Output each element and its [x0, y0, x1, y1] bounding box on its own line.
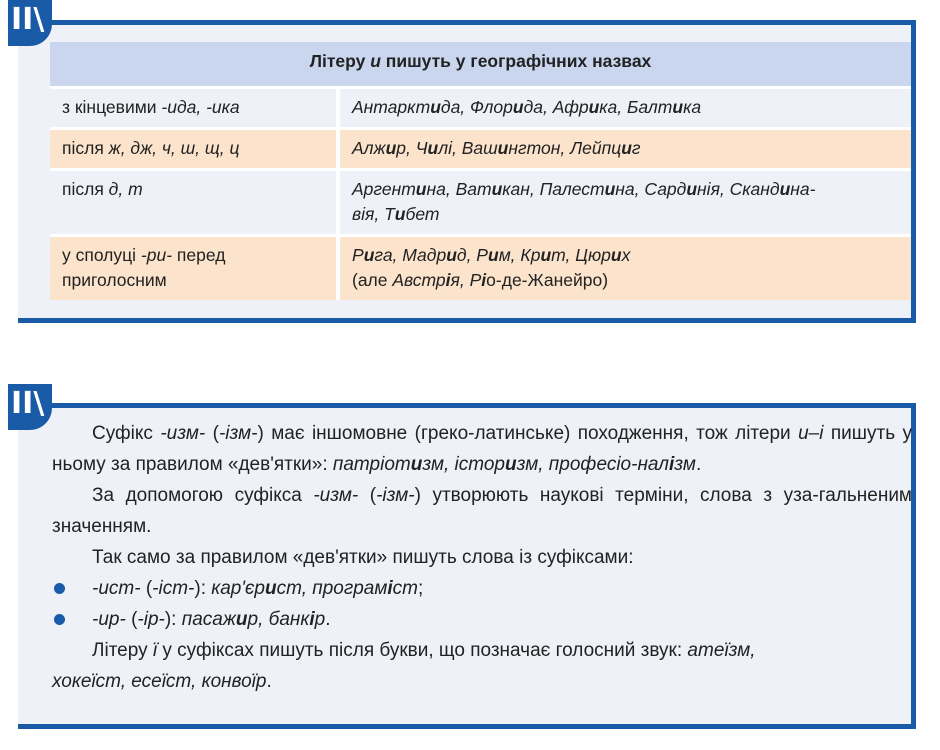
rule-table: [50, 42, 911, 300]
table-row: [50, 234, 911, 300]
bullet-icon: [54, 614, 65, 625]
table-cell-examples: Алжир, Чилі, Вашингтон, Лейпциг: [340, 127, 911, 168]
rule-book-icon: ІІ\: [8, 384, 52, 430]
list-item: -ист- (-іст-): кар'єрист, програміст;: [52, 573, 912, 604]
table-row: [50, 86, 911, 127]
rule-book-icon: ІІ\: [8, 0, 52, 46]
table-cell-condition: після ж, дж, ч, ш, щ, ц: [50, 127, 340, 168]
table-title: Літеру и пишуть у географічних назвах: [50, 42, 911, 86]
table-cell-examples: Аргентина, Ватикан, Палестина, Сардинія, Скандина- вія, Тибет: [340, 168, 911, 234]
bullet-icon: [54, 583, 65, 594]
paragraph-terms: За допомогою суфікса -изм- (-ізм-) утворюють наукові терміни, слова з уза-гальненим значенням.: [52, 485, 912, 537]
table-cell-condition: з кінцевими -ида, -ика: [50, 86, 340, 127]
table-cell-examples: Рига, Мадрид, Рим, Крит, Цюрих (але Австрія, Ріо-де-Жанейро): [340, 234, 911, 300]
table-cell-condition: після д, т: [50, 168, 340, 234]
list-item: -ир- (-ір-): пасажир, банкір.: [52, 604, 912, 635]
table-row: [50, 168, 911, 234]
rule-text: [52, 418, 912, 697]
table-cell-condition: у сполуці -ри- перед приголосним: [50, 234, 340, 300]
paragraph-suffix-izm: Суфікс -изм- (-ізм-) має іншомовне (греко-латинське) походження, тож літери и–і пишуть у ньому за правилом «дев'ятки»: патріотизм, історизм, професіо-налізм.: [52, 423, 913, 475]
paragraph-letter-yi: Літеру ї у суфіксах пишуть після букви, що позначає голосний звук: атеїзм, хокеїст, есеїст, конвоїр.: [52, 640, 756, 692]
paragraph-suffix-intro: Так само за правилом «дев'ятки» пишуть слова із суфіксами:: [92, 547, 634, 568]
table-cell-examples: Антарктида, Флорида, Африка, Балтика: [340, 86, 911, 127]
table-row: [50, 127, 911, 168]
